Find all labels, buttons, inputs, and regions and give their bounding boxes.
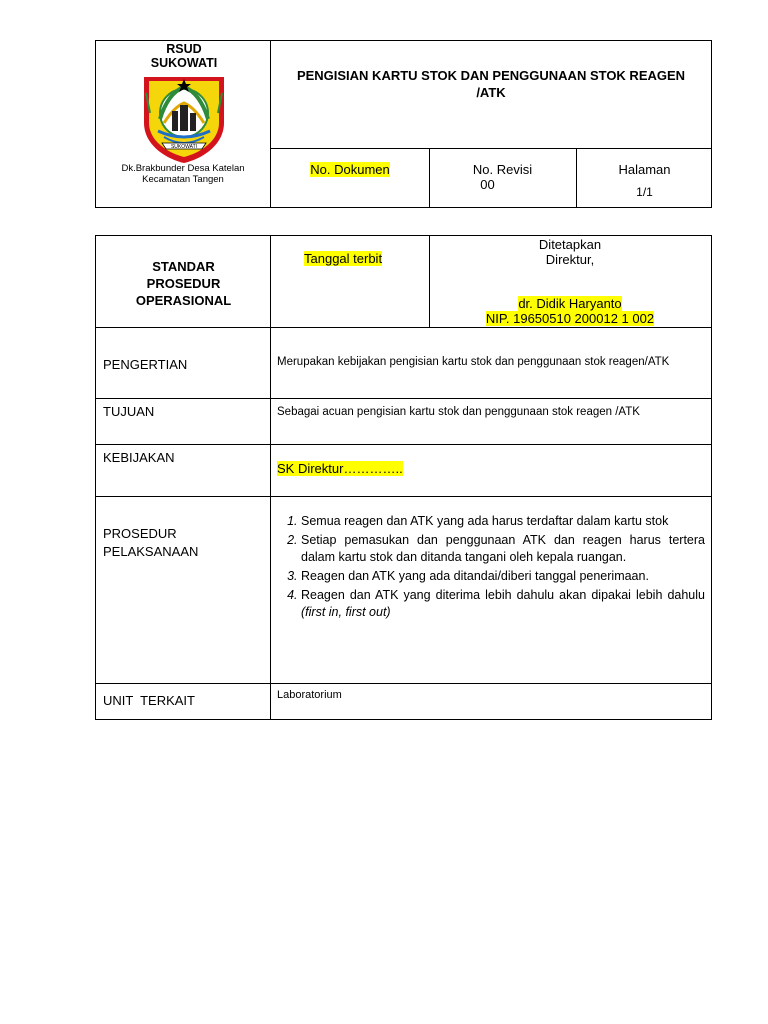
tujuan-label: TUJUAN <box>103 404 155 419</box>
header-divider <box>270 40 271 208</box>
no-revisi-value: 00 <box>480 177 495 192</box>
address-line-2: Kecamatan Tangen <box>142 174 224 185</box>
no-dokumen-cell <box>271 162 429 177</box>
header-divider <box>270 148 712 149</box>
prosedur-steps <box>277 513 705 623</box>
document-title: PENGISIAN KARTU STOK DAN PENGGUNAAN STOK REAGEN /ATK <box>296 68 686 100</box>
tanggal-terbit-cell <box>304 251 382 266</box>
row-divider <box>95 444 712 445</box>
prosedur-step-4-italic: (first in, first out) <box>301 605 391 619</box>
direktur-label: Direktur, <box>545 252 595 267</box>
sop-divider <box>270 235 271 720</box>
prosedur-step-4-text: Reagen dan ATK yang diterima lebih dahulu akan dipakai lebih dahulu <box>301 588 705 602</box>
sop-label: STANDAR PROSEDUR OPERASIONAL <box>135 259 232 308</box>
tanggal-terbit-label: Tanggal terbit <box>304 251 383 266</box>
prosedur-label-line-1: PROSEDUR <box>103 526 177 541</box>
prosedur-step-2-text: 2. Setiap pemasukan dan penggunaan ATK dan reagen harus tertera dalam kartu stok dan ditanda tangani oleh kepala ruangan. <box>301 533 705 564</box>
row-divider <box>95 398 712 399</box>
row-divider <box>95 496 712 497</box>
unit-terkait-text: Laboratorium <box>277 689 342 701</box>
prosedur-step-4 <box>301 587 705 621</box>
unit-terkait-label: UNIT TERKAIT <box>103 693 195 708</box>
logo-ribbon-text: SUKOWATI <box>170 144 198 150</box>
address-line-1: Dk.Brakbunder Desa Katelan <box>121 163 245 174</box>
no-dokumen-label: No. Dokumen <box>310 162 390 177</box>
signer-name: dr. Didik Haryanto <box>518 296 622 311</box>
prosedur-label-line-2: PELAKSANAAN <box>103 544 199 559</box>
header-divider <box>429 148 430 208</box>
prosedur-step-1-text: 1. Semua reagen dan ATK yang ada harus terdaftar dalam kartu stok <box>301 514 669 528</box>
prosedur-label <box>103 525 198 561</box>
ditetapkan-cell <box>470 237 670 267</box>
kebijakan-label: KEBIJAKAN <box>103 450 175 465</box>
hospital-logo <box>138 73 230 165</box>
halaman-cell <box>577 162 712 199</box>
pengertian-label: PENGERTIAN <box>103 357 188 372</box>
prosedur-step-3 <box>301 568 705 585</box>
no-revisi-label: No. Revisi <box>472 162 533 177</box>
prosedur-step-1 <box>301 513 705 530</box>
kebijakan-cell <box>277 461 403 476</box>
address <box>98 163 268 185</box>
tujuan-text: Sebagai acuan pengisian kartu stok dan penggunaan stok reagen /ATK <box>277 406 640 418</box>
no-revisi-cell <box>440 162 565 192</box>
sop-divider <box>429 235 430 327</box>
row-divider <box>95 327 712 328</box>
pengertian-text: Merupakan kebijakan pengisian kartu stok dan penggunaan stok reagen/ATK <box>277 356 670 368</box>
signature-block <box>440 296 700 326</box>
hospital-name: RSUD SUKOWATI <box>150 42 218 70</box>
halaman-value: 1/1 <box>636 185 653 199</box>
halaman-label: Halaman <box>618 162 671 177</box>
kebijakan-text: SK Direktur………….. <box>277 461 403 476</box>
prosedur-step-2 <box>301 532 705 566</box>
ditetapkan-label: Ditetapkan <box>538 237 602 252</box>
signer-nip: NIP. 19650510 200012 1 002 <box>485 311 655 326</box>
row-divider <box>95 683 712 684</box>
prosedur-step-3-text: 3. Reagen dan ATK yang ada ditandai/diberi tanggal penerimaan. <box>301 569 649 583</box>
